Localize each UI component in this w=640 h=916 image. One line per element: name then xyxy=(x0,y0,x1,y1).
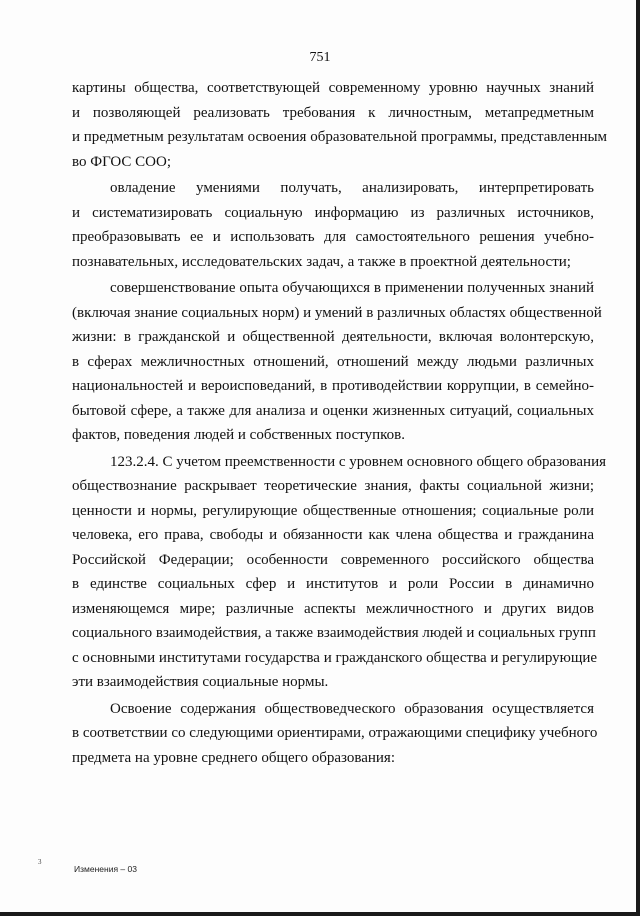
page-number: 751 xyxy=(309,50,331,65)
text-line: с основными институтами государства и гражданского общества и регулирующие xyxy=(72,649,598,666)
text-line: национальностей и вероисповеданий, в противодействии коррупции, в семейно- xyxy=(72,378,594,394)
text-line: ценности и нормы, регулирующие общественные отношения; социальные роли xyxy=(72,502,594,519)
text-line: в единстве социальных сфер и институтов и роли России в динамично xyxy=(72,576,594,592)
text-line: обществознание раскрывает теоретические знания, факты социальной жизни; xyxy=(72,478,594,494)
paragraph xyxy=(72,276,602,448)
text-line: 123.2.4. С учетом преемственности с уровнем основного общего образования xyxy=(110,453,606,470)
text-line: социального взаимодействия, а также взаимодействия людей и социальных групп xyxy=(72,625,596,641)
text-line: предмета на уровне среднего общего образования: xyxy=(72,749,395,766)
text-line: (включая знание социальных норм) и умений в различных областях общественной xyxy=(72,304,602,321)
text-line: и предметным результатам освоения образовательной программы, представленным xyxy=(72,129,608,145)
text-line: в сферах межличностных отношений, отношений между людьми различных xyxy=(72,353,594,370)
text-line: изменяющемся мире; различные аспекты межличностного и других видов xyxy=(72,600,594,617)
text-line: в соответствии со следующими ориентирами, отражающими специфику учебного xyxy=(72,725,598,741)
paragraph xyxy=(72,450,606,695)
text-line: эти взаимодействия социальные нормы. xyxy=(72,674,329,690)
text-line: бытовой сфере, а также для анализа и оценки жизненных ситуаций, социальных xyxy=(72,402,594,419)
text-line: жизни: в гражданской и общественной деятельности, включая волонтерскую, xyxy=(72,329,594,345)
text-line: фактов, поведения людей и собственных поступков. xyxy=(72,427,405,443)
text-line: совершенствование опыта обучающихся в применении полученных знаний xyxy=(110,280,594,296)
text-line: человека, его права, свободы и обязанности как члена общества и гражданина xyxy=(72,527,594,543)
paragraph xyxy=(72,697,598,771)
text-line: и позволяющей реализовать требования к личностным, метапредметным xyxy=(72,104,594,121)
margin-mark: 3 xyxy=(38,858,42,866)
text-line: познавательных, исследовательских задач, а также в проектной деятельности; xyxy=(72,253,571,270)
text-line: и систематизировать социальную информацию из различных источников, xyxy=(72,204,594,221)
scan-edge-bottom xyxy=(0,912,640,916)
text-line: картины общества, соответствующей современному уровню научных знаний xyxy=(72,80,594,96)
text-line: овладение умениями получать, анализировать, интерпретировать xyxy=(110,180,594,196)
text-line: Российской Федерации; особенности современного российского общества xyxy=(72,551,594,568)
text-line: Освоение содержания обществоведческого образования осуществляется xyxy=(110,700,594,717)
text-line: во ФГОС СОО; xyxy=(72,153,171,170)
scan-edge-right xyxy=(636,0,640,916)
footer-revision-note: Изменения – 03 xyxy=(74,864,137,874)
document-body xyxy=(72,76,608,770)
paragraph xyxy=(72,76,608,174)
paragraph xyxy=(72,176,594,274)
text-line: преобразовывать ее и использовать для самостоятельного решения учебно- xyxy=(72,229,594,245)
